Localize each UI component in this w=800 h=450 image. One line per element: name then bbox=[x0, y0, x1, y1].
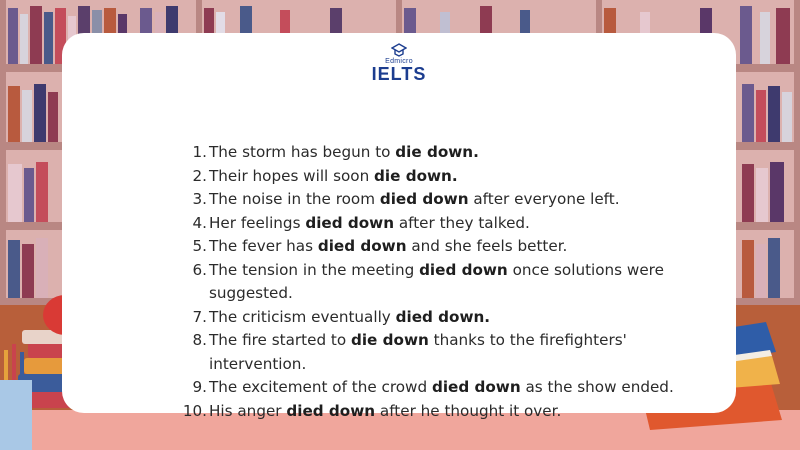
list-item bbox=[124, 400, 714, 424]
logo-brand-big: IELTS bbox=[371, 64, 427, 84]
list-item bbox=[124, 165, 714, 189]
item-text-post: once solutions were suggested. bbox=[209, 260, 664, 302]
item-number: 7. bbox=[192, 307, 207, 326]
item-text-post: thanks to the firefighters' intervention. bbox=[209, 331, 627, 373]
item-text-pre: The fever has bbox=[209, 237, 318, 255]
item-text bbox=[209, 188, 714, 212]
item-text-pre: The storm has begun to bbox=[209, 143, 396, 161]
item-phrase: died down bbox=[419, 260, 508, 279]
item-text-pre: His anger bbox=[209, 401, 287, 420]
item-text-pre: The excitement of the crowd bbox=[209, 378, 432, 396]
item-text-post: and she feels better. bbox=[406, 237, 568, 255]
item-text-pre: Their hopes will soon bbox=[209, 166, 375, 185]
list-item bbox=[124, 141, 714, 165]
list-item bbox=[124, 235, 714, 259]
item-phrase: died down bbox=[286, 401, 376, 420]
item-phrase: died down bbox=[379, 190, 469, 208]
item-text-pre: The criticism eventually bbox=[209, 307, 396, 326]
item-text bbox=[209, 306, 714, 330]
list-item bbox=[124, 376, 714, 400]
list-item bbox=[124, 188, 714, 212]
item-phrase: died down bbox=[431, 378, 521, 396]
item-text bbox=[209, 212, 714, 236]
logo-brand-small: Edmicro bbox=[385, 58, 413, 65]
item-number: 8. bbox=[192, 331, 207, 349]
item-text bbox=[209, 165, 714, 189]
item-number: 1. bbox=[192, 143, 207, 161]
item-number: 6. bbox=[192, 260, 207, 279]
list-item bbox=[124, 212, 714, 236]
item-phrase: die down. bbox=[395, 143, 479, 161]
item-phrase: die down bbox=[350, 331, 429, 349]
item-text-pre: The fire started to bbox=[209, 331, 351, 349]
item-text-post: after everyone left. bbox=[468, 190, 620, 208]
list-item bbox=[124, 306, 714, 330]
item-text bbox=[209, 235, 714, 259]
item-text-pre: Her feelings bbox=[209, 213, 306, 232]
edmicro-ielts-logo bbox=[62, 43, 736, 83]
item-number: 4. bbox=[192, 213, 207, 232]
item-text bbox=[209, 141, 714, 165]
item-phrase: died down bbox=[305, 213, 395, 232]
item-phrase: died down bbox=[317, 237, 407, 255]
item-number: 3. bbox=[192, 190, 207, 208]
content-card bbox=[62, 33, 736, 420]
list-item bbox=[124, 329, 714, 376]
item-text-post: as the show ended. bbox=[520, 378, 674, 396]
item-text bbox=[209, 400, 714, 424]
item-text bbox=[209, 259, 714, 306]
edmicro-logo-icon bbox=[391, 43, 407, 57]
example-sentence-list bbox=[124, 141, 714, 423]
item-text-post: after they talked. bbox=[394, 213, 530, 232]
item-text-pre: The noise in the room bbox=[209, 190, 380, 208]
item-number: 9. bbox=[192, 378, 207, 396]
item-text bbox=[209, 329, 714, 376]
item-text bbox=[209, 376, 714, 400]
item-phrase: die down. bbox=[374, 166, 458, 185]
item-phrase: died down. bbox=[395, 307, 491, 326]
item-number: 2. bbox=[192, 166, 207, 185]
item-number: 5. bbox=[192, 237, 207, 255]
item-text-post: after he thought it over. bbox=[375, 401, 562, 420]
item-text-pre: The tension in the meeting bbox=[209, 260, 420, 279]
list-item bbox=[124, 259, 714, 306]
item-number: 10. bbox=[182, 401, 207, 420]
